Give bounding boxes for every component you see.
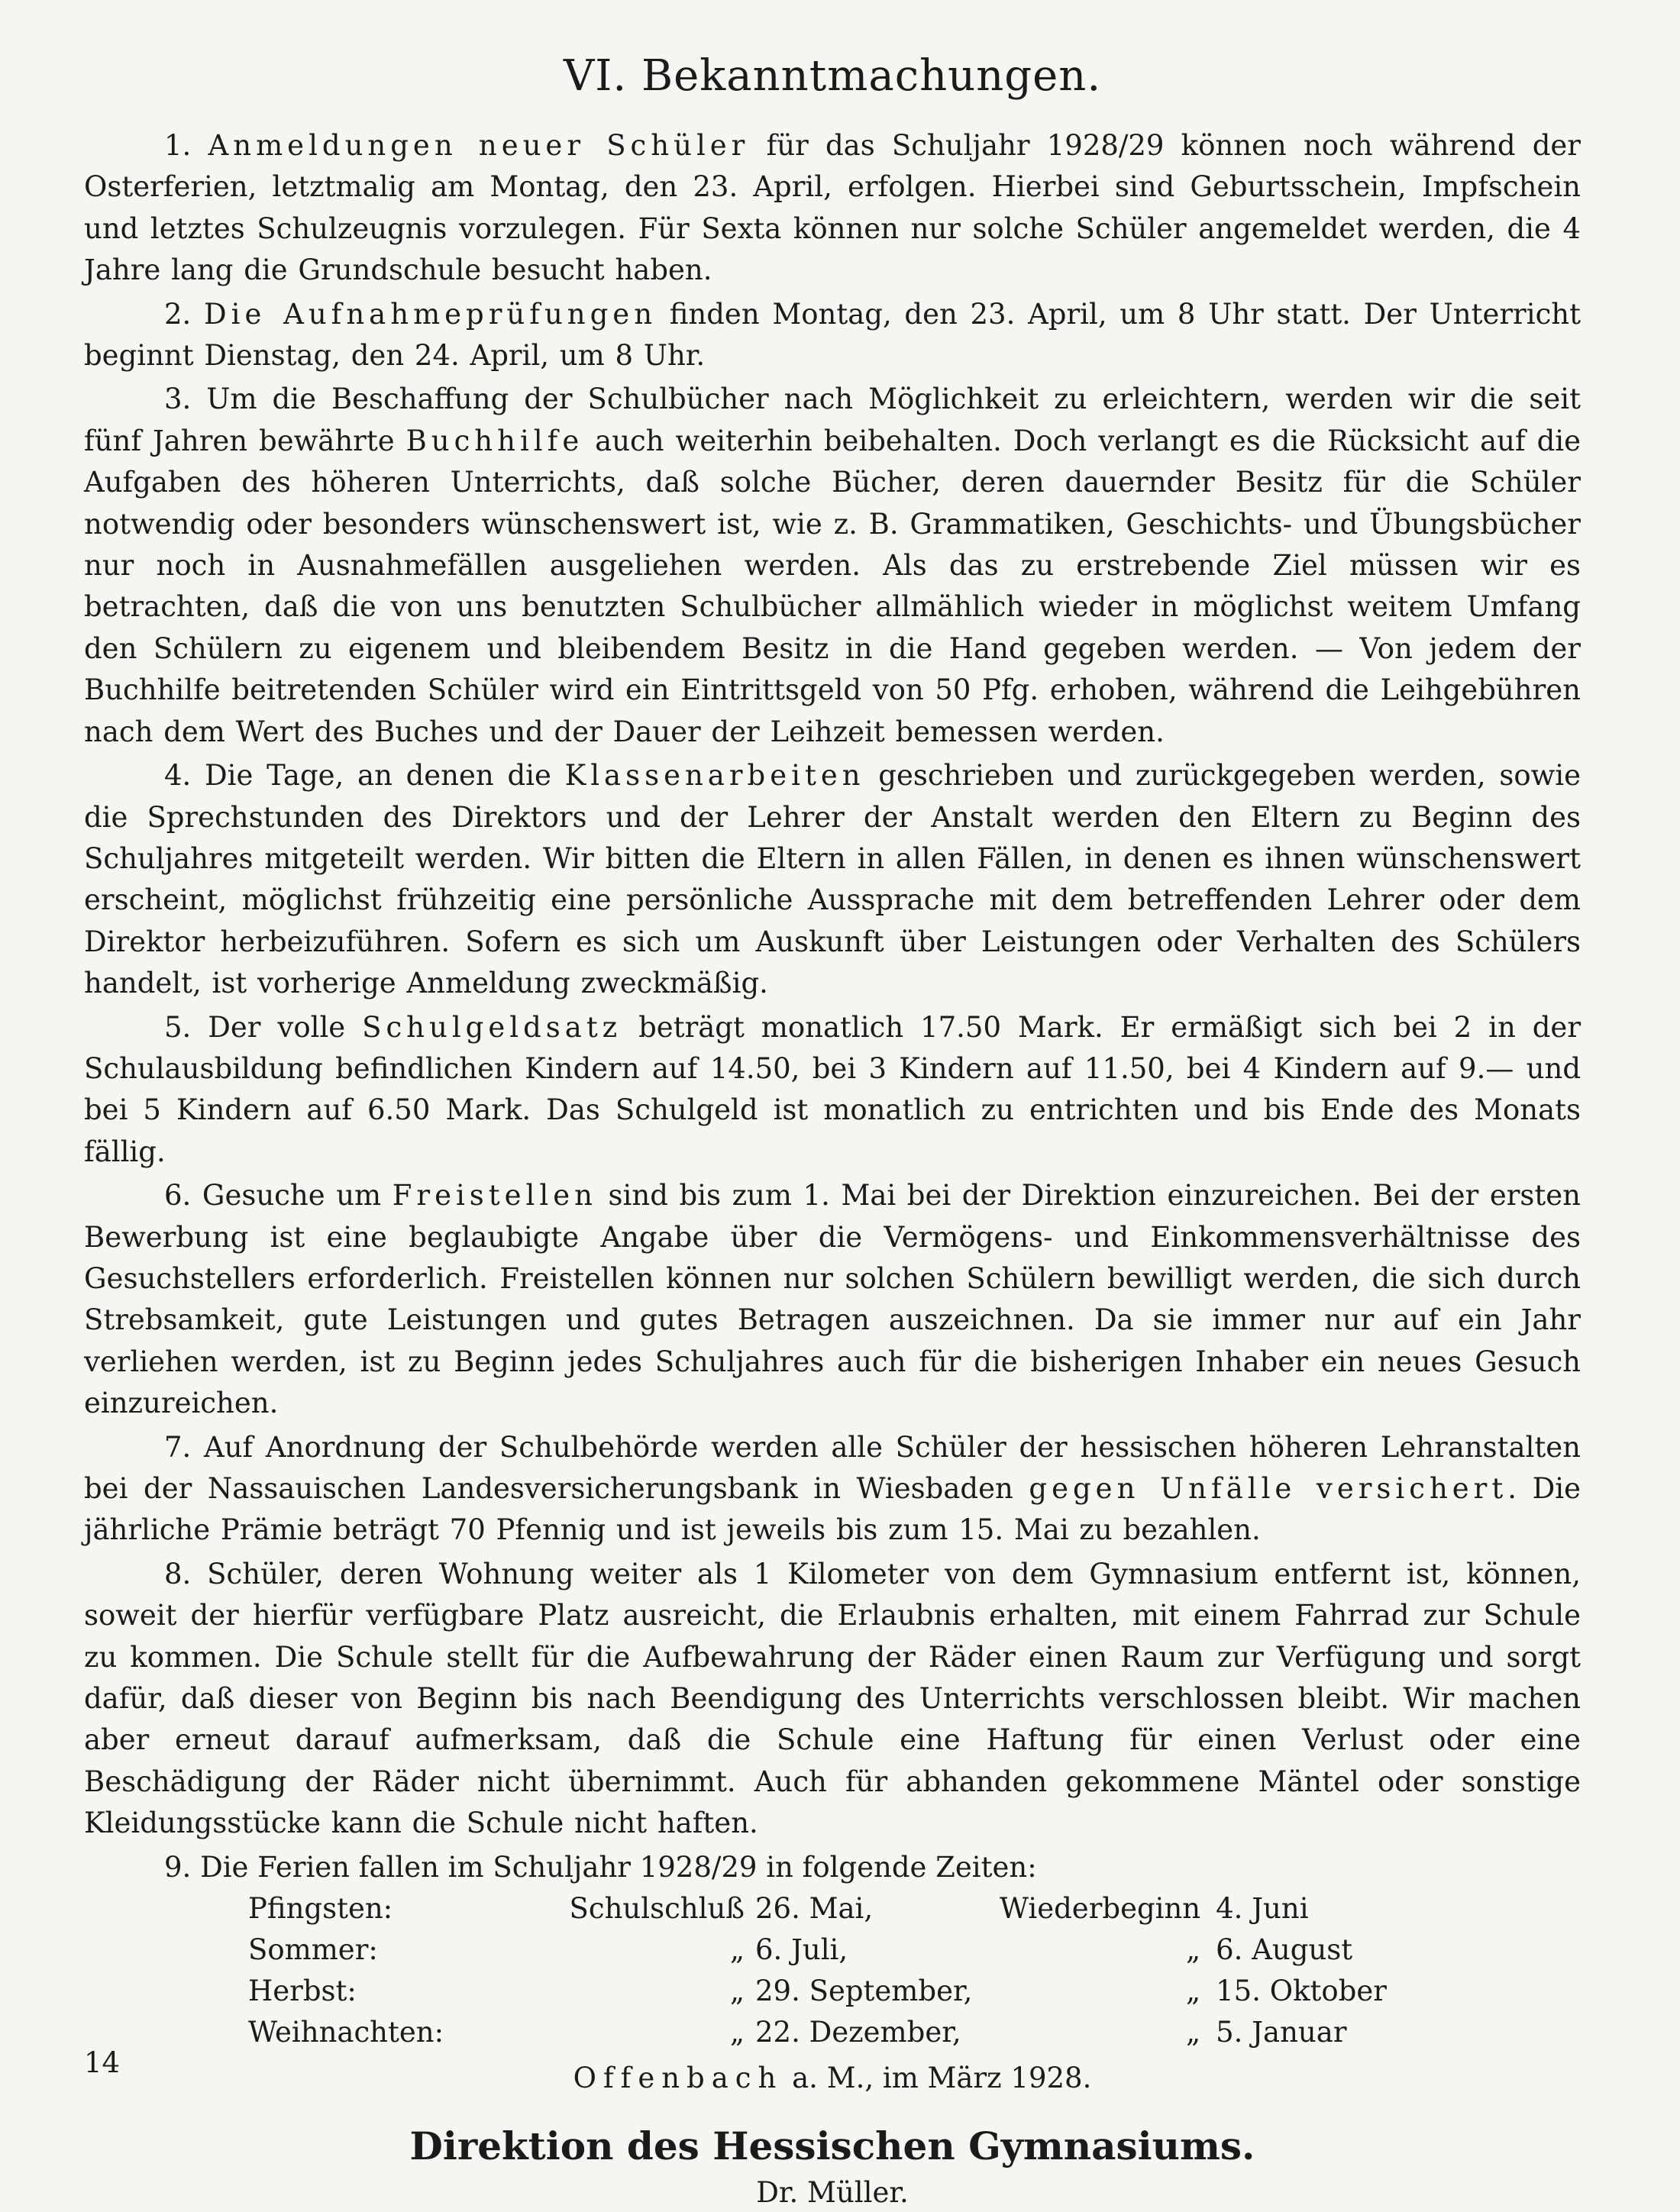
vacation-end: 15. Oktober <box>1216 1975 1387 2008</box>
section-lead: gegen Unfälle versichert <box>1029 1472 1508 1505</box>
vacation-end-label: „ <box>1185 2016 1201 2049</box>
section-number: 4. <box>164 759 192 793</box>
section-text-pre: Der volle <box>208 1010 363 1044</box>
section-5 <box>84 1007 1581 1174</box>
vacation-intro: 9. Die Ferien fallen im Schuljahr 1928/29 in folgende Zeiten: <box>164 1850 1037 1884</box>
vacation-end-label: „ <box>1185 1933 1201 1967</box>
section-8 <box>84 1554 1581 1845</box>
vacation-start: 29. September, <box>755 1975 973 2008</box>
section-text-pre: Um die Beschaffung der Schulbücher nach Möglichkeit zu erleichtern, werden wir die seit fünf Jahren bewährte <box>84 383 1581 457</box>
page-title: VI. Bekanntmachungen. <box>563 51 1102 101</box>
vacation-start-label: Schulschluß <box>569 1892 745 1926</box>
vacation-name: Herbst: <box>248 1975 357 2008</box>
vacation-start-label: „ <box>729 2016 745 2049</box>
section-6 <box>84 1175 1581 1424</box>
vacation-name: Weihnachten: <box>248 2016 444 2049</box>
place-date-line <box>84 2058 1581 2099</box>
section-lead: Freistellen <box>392 1179 597 1213</box>
vacation-row <box>248 1929 1387 1971</box>
section-number: 7. <box>164 1430 192 1464</box>
section-lead: Buchhilfe <box>405 424 584 457</box>
vacation-row <box>248 1971 1387 2012</box>
vacation-start: 22. Dezember, <box>755 2016 961 2049</box>
section-number: 1. <box>164 129 192 162</box>
vacation-row <box>248 2012 1387 2053</box>
section-text: auch weiterhin beibehalten. Doch verlangt es die Rücksicht auf die Aufgaben des höheren Unterrichts, daß solche Bücher, deren dauernder Besitz für die Schüler notwendig oder besonders wünschenswert ist, wie z. B. Grammatiken, Geschichts- und Übungsbücher nur noch in Ausnahmefällen ausgeliehen werden. Als das zu erstrebende Ziel müssen wir es betrachten, daß die von uns benutzten Schulbücher allmählich wieder in möglichst weitem Umfang den Schülern zu eigenem und bleibendem Besitz in die Hand gegeben werden. — Von jedem der Buchhilfe beitretenden Schüler wird ein Eintrittsgeld von 50 Pfg. erhoben, während die Leihgebühren nach dem Wert des Buches und der Dauer der Leihzeit bemessen werden. <box>84 424 1581 748</box>
vacation-end-label: Wiederbeginn <box>1000 1892 1201 1926</box>
section-text: sind bis zum 1. Mai bei der Direktion einzureichen. Bei der ersten Bewerbung ist eine beglaubigte Angabe über die Vermögens- und Einkommensverhältnisse des Gesuchstellers erforderlich. Freistellen können nur solchen Schülern bewilligt werden, die sich durch Strebsamkeit, gute Leistungen und gutes Betragen auszeichnen. Da sie immer nur auf ein Jahr verliehen werden, ist zu Beginn jedes Schuljahres auch für die bisherigen Inhaber ein neues Gesuch einzureichen. <box>84 1179 1581 1420</box>
section-text: finden Montag, den 23. April, um 8 Uhr statt. Der Unterricht beginnt Dienstag, den 24. April, um 8 Uhr. <box>84 297 1581 373</box>
section-text: geschrieben und zurückgegeben werden, sowie die Sprechstunden des Direktors und der Lehrer der Anstalt werden den Eltern zu Beginn des Schuljahres mitgeteilt werden. Wir bitten die Eltern in allen Fällen, in denen es ihnen wünschenswert erscheint, möglichst frühzeitig eine persönliche Aussprache mit dem betreffenden Lehrer oder dem Direktor herbeizuführen. Sofern es sich um Auskunft über Leistungen oder Verhalten des Schülers handelt, ist vorherige Anmeldung zweckmäßig. <box>84 759 1581 1000</box>
vacation-name: Sommer: <box>248 1933 378 1967</box>
vacation-start: 26. Mai, <box>755 1892 874 1926</box>
section-number: 2. <box>164 297 192 331</box>
vacation-name: Pfingsten: <box>248 1892 393 1926</box>
section-2 <box>84 294 1581 377</box>
section-text-pre: Auf Anordnung der Schulbehörde werden alle Schüler der hessischen höheren Lehranstalten bei der Nassauischen Landesversicherungsbank in Wiesbaden <box>84 1430 1581 1505</box>
signature-name: Dr. Müller. <box>756 2175 909 2209</box>
section-lead: Schulgeldsatz <box>362 1010 622 1044</box>
vacation-start: 6. Juli, <box>755 1933 848 1967</box>
section-7 <box>84 1427 1581 1552</box>
section-lead: Anmeldungen neuer Schüler <box>208 129 750 162</box>
vacation-start-label: „ <box>729 1933 745 1967</box>
page-number: 14 <box>84 2046 121 2079</box>
section-lead: Die Aufnahmeprüfungen <box>204 297 657 331</box>
section-number: 8. <box>164 1557 192 1590</box>
vacation-end: 5. Januar <box>1216 2016 1347 2049</box>
place-name: Offenbach <box>573 2061 783 2094</box>
signature-organization: Direktion des Hessischen Gymnasiums. <box>409 2123 1255 2168</box>
vacation-start-label: „ <box>729 1975 745 2008</box>
vacation-end: 4. Juni <box>1216 1892 1309 1926</box>
place-date: a. M., im März 1928. <box>783 2061 1092 2094</box>
section-number: 3. <box>164 383 192 416</box>
document-page <box>84 46 1581 2209</box>
section-text-pre: Die Tage, an denen die <box>205 759 565 793</box>
vacation-table <box>248 1888 1387 2053</box>
section-text-pre: Schüler, deren Wohnung weiter als 1 Kilometer von dem Gymnasium entfernt ist, können, soweit der hierfür verfügbare Platz ausreicht, die Erlaubnis erhalten, mit einem Fahrrad zur Schule zu kommen. Die Schule stellt für die Aufbewahrung der Räder einen Raum zur Verfügung und sorgt dafür, daß dieser von Beginn bis nach Beendigung des Unterrichts verschlossen bleibt. Wir machen aber erneut darauf aufmerksam, daß die Schule eine Haftung für einen Verlust oder eine Beschädigung der Räder nicht übernimmt. Auch für abhanden gekommene Mäntel oder sonstige Kleidungsstücke kann die Schule nicht haften. <box>84 1557 1581 1840</box>
section-lead: Klassenarbeiten <box>564 759 865 793</box>
section-text-pre: Gesuche um <box>202 1179 393 1213</box>
vacation-end-label: „ <box>1185 1975 1201 2008</box>
vacation-end: 6. August <box>1216 1933 1353 1967</box>
section-3 <box>84 379 1581 753</box>
section-1 <box>84 125 1581 292</box>
section-number: 5. <box>164 1010 192 1044</box>
section-text: für das Schuljahr 1928/29 können noch während der Osterferien, letztmalig am Montag, den 23. April, erfolgen. Hierbei sind Geburtsschein, Impfschein und letztes Schulzeugnis vorzulegen. Für Sexta können nur solche Schüler angemeldet werden, die 4 Jahre lang die Grundschule besucht haben. <box>84 129 1581 287</box>
section-4 <box>84 755 1581 1004</box>
section-number: 6. <box>164 1179 192 1213</box>
section-text: . Die jährliche Prämie beträgt 70 Pfennig und ist jeweils bis zum 15. Mai zu bezahlen. <box>84 1472 1581 1547</box>
vacation-row <box>248 1888 1387 1929</box>
section-text: beträgt monatlich 17.50 Mark. Er ermäßigt sich bei 2 in der Schulausbildung befindlichen Kindern auf 14.50, bei 3 Kindern auf 11.50, bei 4 Kindern auf 9.— und bei 5 Kindern auf 6.50 Mark. Das Schulgeld ist monatlich zu entrichten und bis Ende des Monats fällig. <box>84 1010 1581 1168</box>
